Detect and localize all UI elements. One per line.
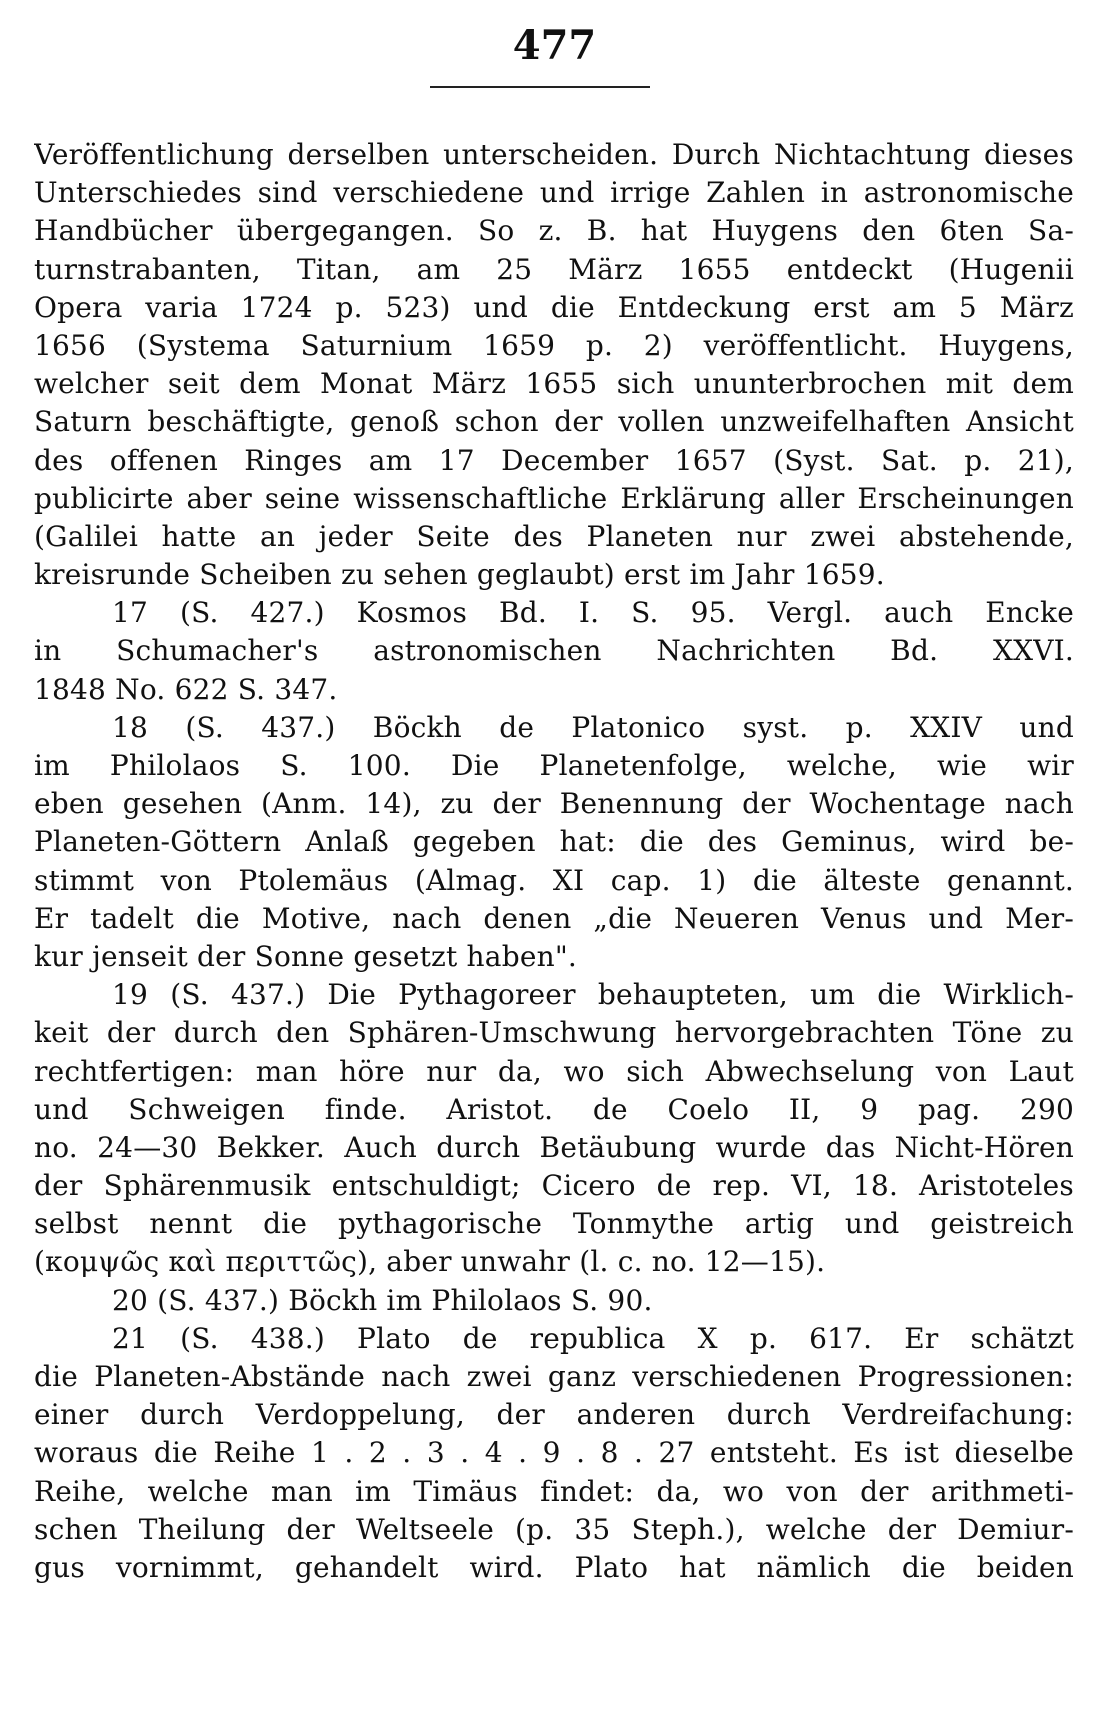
text-line: 19 (S. 437.) Die Pythagoreer behaupteten, um die Wirklich- — [112, 978, 1074, 1012]
text-line: rechtfertigen: man höre nur da, wo sich Abwechselung von Laut — [34, 1054, 1074, 1088]
text-line: turnstrabanten, Titan, am 25 März 1655 entdeckt (Hugenii — [34, 252, 1074, 286]
text-line: schen Theilung der Weltseele (p. 35 Steph.), welche der Demiur- — [34, 1512, 1074, 1546]
text-line: 1656 (Systema Saturnium 1659 p. 2) veröffentlicht. Huygens, — [34, 328, 1074, 362]
page-number: 477 — [512, 22, 597, 69]
text-line: kreisrunde Scheiben zu sehen geglaubt) erst im Jahr 1659. — [34, 558, 885, 592]
text-line: (κομψῶς καὶ περιττῶς), aber unwahr (l. c. no. 12—15). — [34, 1245, 826, 1279]
text-line: selbst nennt die pythagorische Tonmythe artig und geistreich — [34, 1207, 1074, 1241]
text-line: stimmt von Ptolemäus (Almag. XI cap. 1) die älteste genannt. — [34, 863, 1074, 897]
text-line: im Philolaos S. 100. Die Planetenfolge, welche, wie wir — [34, 749, 1074, 782]
text-line: woraus die Reihe 1 . 2 . 3 . 4 . 9 . 8 . 27 entsteht. Es ist dieselbe — [34, 1436, 1074, 1470]
text-line: eben gesehen (Anm. 14), zu der Benennung der Wochentage nach — [34, 787, 1074, 821]
footnote-text-block — [34, 136, 1074, 1587]
text-line: Handbücher übergegangen. So z. B. hat Huygens den 6ten Sa- — [34, 214, 1074, 248]
text-line: 1848 No. 622 S. 347. — [34, 672, 338, 706]
text-line: Reihe, welche man im Timäus findet: da, wo von der arithmeti- — [34, 1474, 1074, 1508]
text-line: 20 (S. 437.) Böckh im Philolaos S. 90. — [112, 1283, 653, 1317]
text-line: des offenen Ringes am 17 December 1657 (Syst. Sat. p. 21), — [34, 443, 1074, 477]
text-line: Opera varia 1724 p. 523) und die Entdeckung erst am 5 März — [34, 290, 1074, 324]
text-line: (Galilei hatte an jeder Seite des Planeten nur zwei abstehende, — [34, 519, 1074, 553]
text-line: Veröffentlichung derselben unterscheiden. Durch Nichtachtung dieses — [34, 138, 1074, 171]
text-line: welcher seit dem Monat März 1655 sich ununterbrochen mit dem — [34, 367, 1074, 401]
text-line: gus vornimmt, gehandelt wird. Plato hat nämlich die beiden — [34, 1550, 1074, 1584]
text-line: Unterschiedes sind verschiedene und irrige Zahlen in astronomische — [34, 176, 1074, 210]
text-line: publicirte aber seine wissenschaftliche Erklärung aller Erscheinungen — [34, 481, 1074, 515]
text-line: und Schweigen finde. Aristot. de Coelo II, 9 pag. 290 — [34, 1092, 1074, 1126]
text-line: 17 (S. 427.) Kosmos Bd. I. S. 95. Vergl. auch Encke — [112, 596, 1074, 630]
text-line: einer durch Verdoppelung, der anderen durch Verdreifachung: — [34, 1398, 1074, 1432]
text-line: der Sphärenmusik entschuldigt; Cicero de rep. VI, 18. Aristoteles — [34, 1169, 1074, 1203]
text-line: Saturn beschäftigte, genoß schon der vollen unzweifelhaften Ansicht — [34, 405, 1074, 439]
text-line: no. 24—30 Bekker. Auch durch Betäubung wurde das Nicht-Hören — [34, 1130, 1074, 1164]
text-line: Er tadelt die Motive, nach denen „die Neueren Venus und Mer- — [34, 901, 1074, 935]
text-line: 18 (S. 437.) Böckh de Platonico syst. p. XXIV und — [112, 710, 1074, 744]
text-line: keit der durch den Sphären-Umschwung hervorgebrachten Töne zu — [34, 1016, 1074, 1050]
text-line: in Schumacher's astronomischen Nachrichten Bd. XXVI. — [34, 634, 1074, 668]
text-line: Planeten-Göttern Anlaß gegeben hat: die des Geminus, wird be- — [34, 825, 1074, 859]
text-line: kur jenseit der Sonne gesetzt haben". — [34, 939, 577, 973]
text-line: 21 (S. 438.) Plato de republica X p. 617. Er schätzt — [112, 1321, 1074, 1355]
header-rule — [430, 86, 650, 88]
text-line: die Planeten-Abstände nach zwei ganz verschiedenen Progressionen: — [34, 1360, 1074, 1393]
